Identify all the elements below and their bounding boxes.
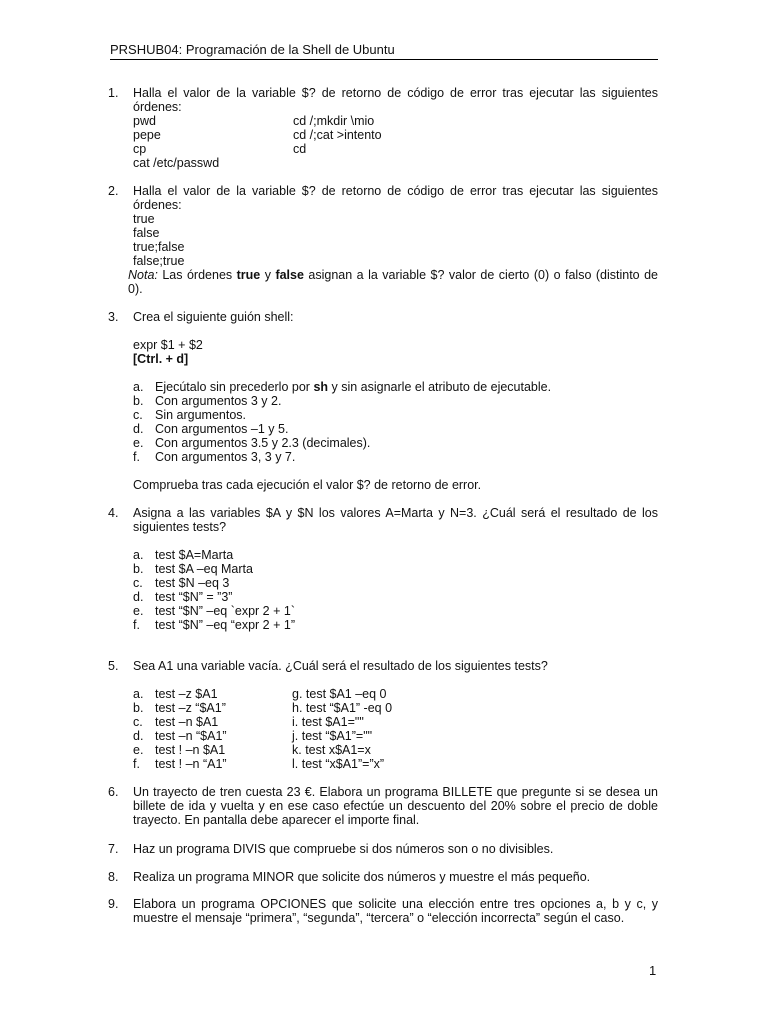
- question-4: [108, 506, 658, 632]
- header-divider: [110, 59, 658, 60]
- list-item: e. test “$N” –eq `expr 2 + 1`: [133, 604, 295, 618]
- command-line: false;true: [133, 254, 185, 268]
- question-3: [108, 310, 658, 492]
- question-number: 9.: [108, 897, 119, 911]
- list-item: f. test “$N” –eq “expr 2 + 1”: [133, 618, 295, 632]
- question-number: 4.: [108, 506, 119, 520]
- list-item: b. Con argumentos 3 y 2.: [133, 394, 282, 408]
- closing-text: Comprueba tras cada ejecución el valor $? de retorno de error.: [133, 478, 482, 492]
- question-intro: Crea el siguiente guión shell:: [133, 310, 294, 324]
- question-text: Realiza un programa MINOR que solicite dos números y muestre el más pequeño.: [133, 870, 591, 884]
- list-item: d. Con argumentos –1 y 5.: [133, 422, 289, 436]
- question-number: 2.: [108, 184, 119, 198]
- question-1: [108, 86, 658, 170]
- list-item: e. test ! –n $A1 k. test x$A1=x: [133, 743, 371, 757]
- list-item: a. test $A=Marta: [133, 548, 234, 562]
- question-text: Un trayecto de tren cuesta 23 €. Elabora un programa BILLETE que pregunte si se desea un billete de ida y vuelta y en ese caso efectúe un descuento del 20% sobre el precio de doble trayecto. En pantalla debe aparecer el importe final.: [133, 785, 658, 827]
- list-item: d. test –n “$A1” j. test “$A1”="": [133, 729, 373, 743]
- page-header-title: PRSHUB04: Programación de la Shell de Ubuntu: [110, 42, 395, 57]
- note: Nota: Las órdenes true y false asignan a la variable $? valor de cierto (0) o falso (distinto de 0).: [128, 268, 658, 296]
- list-item: b. test $A –eq Marta: [133, 562, 253, 576]
- question-intro: Asigna a las variables $A y $N los valores A=Marta y N=3. ¿Cuál será el resultado de los siguientes tests?: [133, 506, 658, 534]
- list-item: c. test –n $A1 i. test $A1="": [133, 715, 364, 729]
- question-intro: Halla el valor de la variable $? de retorno de código de error tras ejecutar las siguientes órdenes:: [133, 184, 658, 212]
- list-item: c. Sin argumentos.: [133, 408, 247, 422]
- question-intro: Sea A1 una variable vacía. ¿Cuál será el resultado de los siguientes tests?: [133, 659, 548, 673]
- command-row: cat /etc/passwd: [133, 156, 220, 170]
- list-item: a. Ejecútalo sin precederlo por sh y sin asignarle el atributo de ejecutable.: [133, 380, 552, 394]
- question-text: Elabora un programa OPCIONES que solicite una elección entre tres opciones a, b y c, y muestre el mensaje “primera”, “segunda”, “tercera” o “elección incorrecta” según el caso.: [133, 897, 658, 925]
- question-number: 5.: [108, 659, 119, 673]
- command-line: true;false: [133, 240, 185, 254]
- question-number: 3.: [108, 310, 119, 324]
- question-number: 6.: [108, 785, 119, 799]
- question-2: [108, 184, 658, 296]
- code-ctrl: [Ctrl. + d]: [133, 352, 189, 366]
- list-item: b. test –z “$A1” h. test “$A1” -eq 0: [133, 701, 393, 715]
- question-number: 1.: [108, 86, 119, 100]
- page-number: 1: [649, 963, 657, 978]
- question-text: Haz un programa DIVIS que compruebe si dos números son o no divisibles.: [133, 842, 554, 856]
- code-line: expr $1 + $2: [133, 338, 203, 352]
- list-item: c. test $N –eq 3: [133, 576, 230, 590]
- list-item: a. test –z $A1 g. test $A1 –eq 0: [133, 687, 387, 701]
- question-number: 7.: [108, 842, 119, 856]
- question-9: [108, 897, 658, 925]
- command-row: cp cd: [133, 142, 307, 156]
- question-number: 8.: [108, 870, 119, 884]
- list-item: d. test “$N” = ”3”: [133, 590, 233, 604]
- command-line: false: [133, 226, 160, 240]
- list-item: f. Con argumentos 3, 3 y 7.: [133, 450, 296, 464]
- question-5: [108, 659, 658, 771]
- question-intro: Halla el valor de la variable $? de retorno de código de error tras ejecutar las siguientes órdenes:: [133, 86, 658, 114]
- question-7: [108, 842, 658, 856]
- question-6: [108, 785, 658, 827]
- list-item: f. test ! –n “A1” l. test “x$A1”=”x”: [133, 757, 385, 771]
- question-8: [108, 870, 658, 884]
- command-line: true: [133, 212, 155, 226]
- list-item: e. Con argumentos 3.5 y 2.3 (decimales).: [133, 436, 371, 450]
- command-row: pwd cd /;mkdir \mio: [133, 114, 375, 128]
- command-row: pepe cd /;cat >intento: [133, 128, 382, 142]
